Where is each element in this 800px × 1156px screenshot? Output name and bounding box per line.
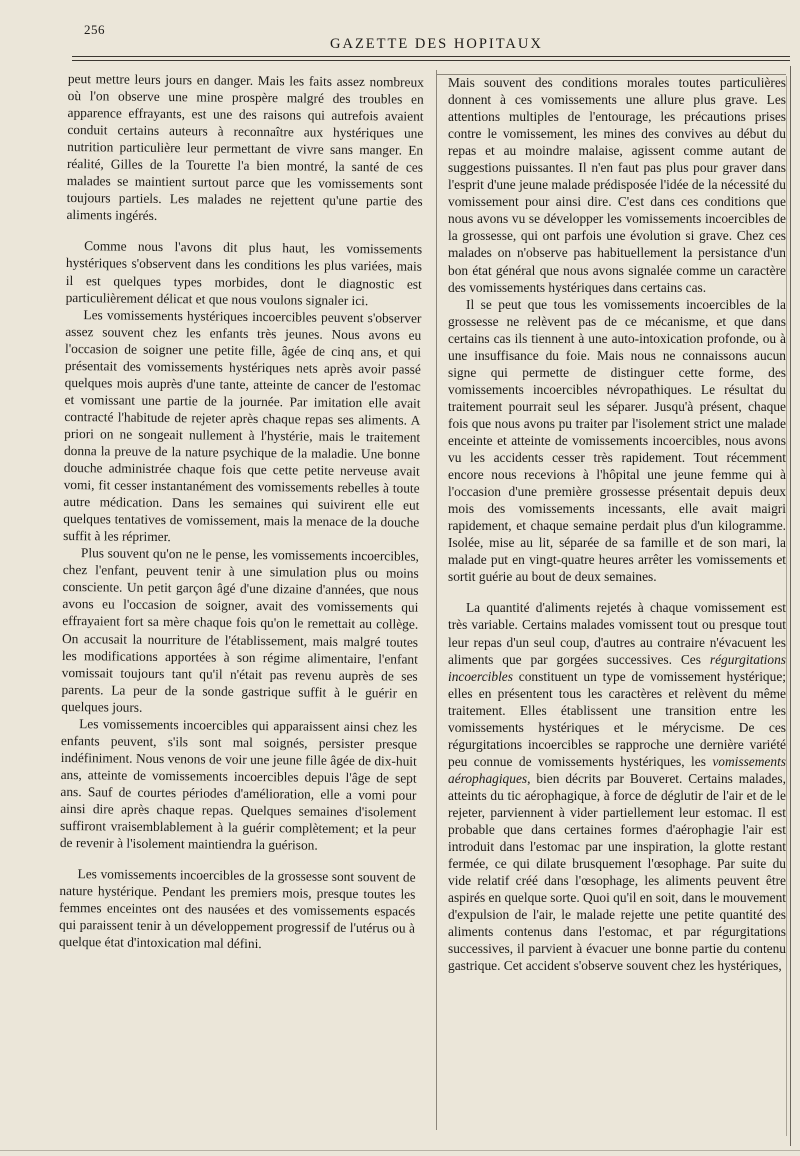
column-divider [436,70,437,1130]
italic-term: régurgitations incoercibles [448,651,786,684]
text-run: , bien décrits par Bouveret. Certains malades, atteints du tic aérophagique, à force de déglutir de l'air et de le rejeter, parviennent à vider partiellement leur estomac. Il est probable que dans certaines formes d'aérophagie l'air est introduit dans l'estomac par une inspiration, la glotte restant fermée, ce qui dilate brusquement l'œsophage. Par suite du vide relatif créé dans l'œsophage, les aliments peuvent être aspirés en quelque sorte. Quoi qu'il en soit, dans le mouvement d'expulsion de l'air, le malade rejette une petite quantité des aliments contenus dans l'estomac, et par régurgitations successives, il parvient à évacuer une bonne partie du contenu gastrique. Cet accident s'observe souvent chez les hystériques, [448,770,786,974]
journal-title: GAZETTE DES HOPITAUX [330,36,543,52]
italic-term: vomissements aérophagiques [448,753,786,786]
header-rule-double [72,60,790,61]
paragraph: Mais souvent des conditions morales toutes particulières donnent à ces vomissements une allure plus grave. Les attentions multiples de l'entourage, les précautions prises contre le vomissement, les mines des convives au début du repas et au moindre malaise, agissent comme autant de suggestions puissantes. Il n'en faut pas plus pour graver dans l'esprit d'une jeune malade prédisposée l'idée de la nécessité du vomissement pour ainsi dire. C'est dans ces conditions que nous avons vu se développer les vomissements incoercibles de la grossesse, qui ont parfois une évolution si grave. Chez ces malades on n'observe pas habituellement la persistance d'un bon état général que nous avons signalée comme un caractère des vomissements hystériques dans certains cas. [448,75,786,295]
paragraph: peut mettre leurs jours en danger. Mais les faits assez nombreux où l'on observe une mine prospère malgré des troubles en apparence effrayants, est une des raisons qui autrefois avaient conduit certains auteurs à reconnaître aux hystériques une nutrition particulière leur permettant de vivre sans manger. En réalité, Gilles de la Tourette l'a bien montré, la santé de ces malades se maintient surtout parce que les vomissements sont toujours partiels. Les malades ne rejettent qu'une partie des aliments ingérés. [66,70,424,224]
text-run: La quantité d'aliments rejetés à chaque vomissement est très variable. Certains malades vomissent tout ou presque tout leur repas d'un seul coup, d'autres au contraire n'évacuent les aliments que par gorgées successives. Ces [448,600,786,667]
paragraph: Comme nous l'avons dit plus haut, les vomissements hystériques s'observent dans les conditions les plus variées, mais il est quelques types morbides, dont le diagnostic est particulièrement délicat et que nous voulons signaler ici. [65,238,423,308]
right-frame-edge [790,66,791,1146]
page-bottom-edge [0,1150,800,1151]
paragraph: Les vomissements incoercibles qui apparaissent ainsi chez les enfants peuvent, s'ils sont mal soignés, persister presque indéfiniment. Nous venons de voir une jeune fille âgée de dix-huit ans, atteinte de vomissements incoercibles depuis l'âge de sept ans. Sauf de courtes périodes d'amélioration, elle a vomi pour ainsi dire après chaque repas. Quelques semaines d'isolement suffiront vraisemblablement à la guérir complètement; et la peur de revenir à l'isolement maintiendra la guérison. [59,715,418,853]
right-column [448,74,786,974]
paragraph: Les vomissements hystériques incoercibles peuvent s'observer assez souvent chez les enfants très jeunes. Nous avons eu l'occasion de soigner une petite fille, âgée de cinq ans, et qui présentait des vomissements hystériques nets après avoir passé quelques mois auprès d'une tante, atteinte de cancer de l'estomac et vomissant une partie de la journée. Par imitation elle avait contracté l'habitude de rejeter après chaque repas ses aliments. A priori on ne songeait nullement à l'hystérie, mais le traitement donna la preuve de la nature psychique de la maladie. Une bonne douche administrée chaque fois que cette petite nerveuse avait vomi, fit cesser instantanément des vomissements rebelles à toute autre médication. Dans les semaines qui suivirent elle eut quelques tentatives de vomissement, mais la menace de la douche suffit à les réprimer. [63,306,422,545]
left-column [59,70,424,954]
right-frame-inner-edge [786,76,787,1136]
paragraph: Plus souvent qu'on ne le pense, les vomissements incoercibles, chez l'enfant, peuvent tenir à une simulation plus ou moins consciente. Un petit garçon âgé d'une dizaine d'années, que nous avons eu l'occasion de soigner, avait des vomissements qui effrayaient fort sa mère chaque fois qu'on le remettait au collège. On accusait la nourriture de l'établissement, mais malgré toutes les modifications apportées à son régime alimentaire, l'enfant vomissait toujours tant qu'il n'était pas revenu auprès de ses parents. La peur de la sonde gastrique suffit à le guérir en quelques jours. [61,545,420,715]
paragraph: Les vomissements incoercibles de la grossesse sont souvent de nature hystérique. Pendant les premiers mois, presque toutes les femmes enceintes ont des nausées et des vomissements espacés qui paraissent tenir à un développement progressif de l'utérus ou à quelque état d'intoxication mal défini. [58,866,416,952]
paragraph: Il se peut que tous les vomissements incoercibles de la grossesse ne relèvent pas de ce mécanisme, et que dans certains cas ils tiennent à une auto-intoxication profonde, ou à une insuffisance du foie. Mais nous ne connaissons aucun signe qui permette de distinguer cette forme, des vomissements incoercibles névropathiques. Le résultat du traitement pourrait seul les séparer. Jusqu'à présent, chaque fois que nous avons pu traiter par l'isolement strict une malade enceinte et atteinte de vomissements incoercibles, nous avons vu les accidents cesser très rapidement. Tout récemment encore nous recevions à l'hôpital une jeune femme qui à l'occasion d'une première grossesse présentait depuis deux mois des vomissements incessants, elle avait maigri rapidement, et chaque semaine perdait plus d'un kilogramme. Isolée, mise au lit, séparée de sa famille et de son mari, la malade put en vingt-quatre heures arrêter les vomissements et sortit guérie au bout de deux semaines. [448,296,786,585]
page-number: 256 [84,22,105,37]
paragraph [448,599,786,974]
header-rule [72,56,790,57]
text-run: constituent un type de vomissement hystérique; elles en présentent tous les caractères et relèvent du même traitement. Elles établissent une transition entre les vomissements hystériques et le mérycisme. De ces régurgitations incoercibles se rapproche une dernière variété peu connue de vomissements hystériques, les [448,668,786,769]
